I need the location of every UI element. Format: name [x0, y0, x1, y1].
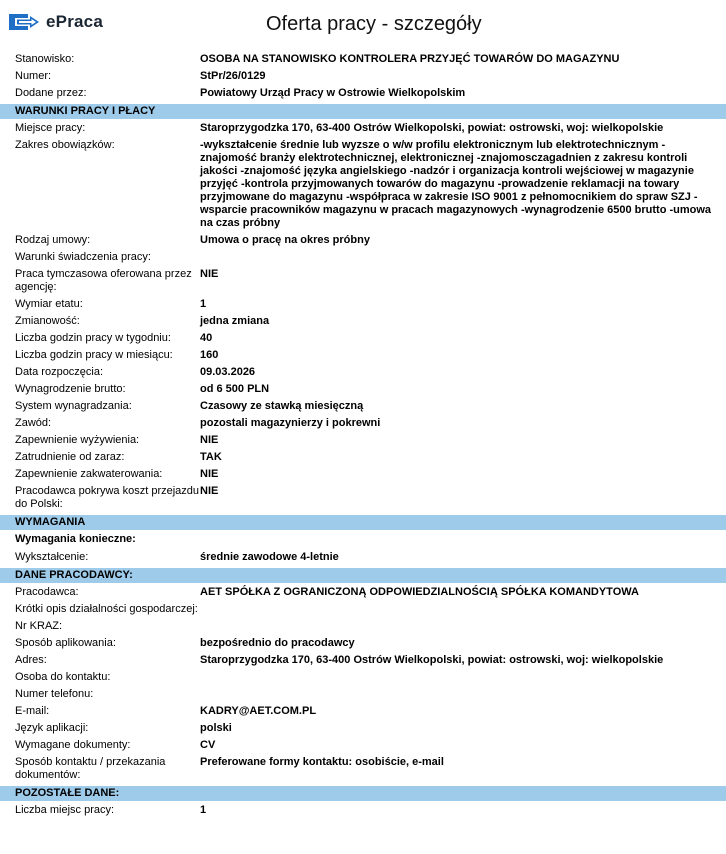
field-value: pozostali magazynierzy i pokrewni [200, 417, 381, 429]
detail-row [0, 484, 726, 514]
detail-row [0, 550, 726, 567]
detail-row [0, 331, 726, 348]
field-label: Liczba godzin pracy w tygodniu: [15, 332, 171, 344]
detail-row [0, 467, 726, 484]
detail-row [0, 619, 726, 636]
field-value: Czasowy ze stawką miesięczną [200, 400, 364, 412]
detail-row [0, 602, 726, 619]
field-label: Sposób kontaktu / przekazania dokumentów: [15, 756, 166, 781]
detail-row [0, 399, 726, 416]
field-label: Data rozpoczęcia: [15, 366, 104, 378]
field-value: NIE [200, 434, 219, 446]
field-value: NIE [200, 468, 219, 480]
field-label: Praca tymczasowa oferowana przez agencję: [15, 268, 192, 293]
field-value: -wykształcenie średnie lub wyzsze o w/w profilu elektronicznym lub elektrotechnicznym -znajomość branży elektrotechnicznej, elektronicznej -znajomosczagadnien z zakresu kontroli jakości -znajomość języka angielskiego -nadzór i organizacja kontroli wejściowej w magazynie przyjęć -kontrola przyjmowanych towarów do magazynu -prowadzenie reklamacji na towary przyjmowane do magazynu -współpraca w zakresie ISO 9001 z pełnomocnikiem do spraw SZJ -wsparcie pracowników magazynu w pracach magazynowych -wynagrodzenie 6500 brutto -umowa na czas próbny [200, 139, 712, 229]
detail-row [0, 365, 726, 382]
section-header: DANE PRACODAWCY: [0, 568, 726, 583]
detail-row [0, 69, 726, 86]
detail-row [0, 721, 726, 738]
section-header: WARUNKI PRACY I PŁACY [0, 104, 726, 119]
field-value: KADRY@AET.COM.PL [200, 705, 317, 717]
field-value: OSOBA NA STANOWISKO KONTROLERA PRZYJĘĆ TOWARÓW DO MAGAZYNU [200, 53, 620, 65]
detail-row [0, 52, 726, 69]
detail-row [0, 250, 726, 267]
field-value: 160 [200, 349, 219, 361]
detail-row [0, 348, 726, 365]
section-header: WYMAGANIA [0, 515, 726, 530]
field-value: 1 [200, 298, 207, 310]
field-label: E-mail: [15, 705, 50, 717]
field-label: Sposób aplikowania: [15, 637, 116, 649]
subsection-heading: Wymagania konieczne: [15, 533, 136, 545]
detail-row [0, 687, 726, 704]
header [0, 0, 726, 48]
detail-row [0, 653, 726, 670]
field-label: System wynagradzania: [15, 400, 132, 412]
field-value: 1 [200, 804, 207, 816]
field-value: Staroprzygodzka 170, 63-400 Ostrów Wielkopolski, powiat: ostrowski, woj: wielkopolskie [200, 654, 664, 666]
field-label: Dodane przez: [15, 87, 87, 99]
field-label: Liczba miejsc pracy: [15, 804, 115, 816]
detail-row [0, 433, 726, 450]
detail-row [0, 704, 726, 721]
field-label: Wymagane dokumenty: [15, 739, 131, 751]
field-value: StPr/26/0129 [200, 70, 266, 82]
field-label: Pracodawca: [15, 586, 79, 598]
field-value: CV [200, 739, 216, 751]
page-title: Oferta pracy - szczegóły [266, 13, 482, 35]
logo-text: ePraca [46, 12, 103, 31]
detail-row [0, 138, 726, 233]
field-label: Zapewnienie wyżywienia: [15, 434, 140, 446]
detail-row [0, 738, 726, 755]
detail-row [0, 121, 726, 138]
detail-row [0, 233, 726, 250]
field-label: Pracodawca pokrywa koszt przejazdu do Polski: [15, 485, 200, 510]
detail-row [0, 450, 726, 467]
field-label: Zatrudnienie od zaraz: [15, 451, 125, 463]
field-label: Numer telefonu: [15, 688, 94, 700]
field-value: 40 [200, 332, 213, 344]
detail-row [0, 86, 726, 103]
field-label: Rodzaj umowy: [15, 234, 91, 246]
field-label: Numer: [15, 70, 52, 82]
field-value: bezpośrednio do pracodawcy [200, 637, 355, 649]
detail-row [0, 416, 726, 433]
field-value: jedna zmiana [200, 315, 270, 327]
detail-row [0, 803, 726, 820]
field-value: Staroprzygodzka 170, 63-400 Ostrów Wielkopolski, powiat: ostrowski, woj: wielkopolskie [200, 122, 664, 134]
field-value: NIE [200, 268, 219, 280]
field-value: AET SPÓŁKA Z OGRANICZONĄ ODPOWIEDZIALNOŚCIĄ SPÓŁKA KOMANDYTOWA [200, 586, 639, 598]
field-value: TAK [200, 451, 222, 463]
field-label: Zawód: [15, 417, 52, 429]
field-label: Nr KRAZ: [15, 620, 63, 632]
field-value: 09.03.2026 [200, 366, 256, 378]
detail-row [0, 314, 726, 331]
detail-row [0, 670, 726, 687]
field-value: polski [200, 722, 232, 734]
epraca-logo-icon [8, 12, 42, 32]
field-label: Wykształcenie: [15, 551, 89, 563]
field-value: Preferowane formy kontaktu: osobiście, e-mail [200, 756, 444, 768]
field-value: NIE [200, 485, 219, 497]
field-label: Stanowisko: [15, 53, 75, 65]
field-value: Powiatowy Urząd Pracy w Ostrowie Wielkopolskim [200, 87, 466, 99]
detail-row [0, 297, 726, 314]
field-label: Krótki opis działalności gospodarczej: [15, 603, 198, 615]
field-label: Wymiar etatu: [15, 298, 83, 310]
field-value: Umowa o pracę na okres próbny [200, 234, 370, 246]
field-label: Zmianowość: [15, 315, 80, 327]
field-value: średnie zawodowe 4-letnie [200, 551, 339, 563]
offer-details [0, 52, 726, 820]
field-label: Miejsce pracy: [15, 122, 86, 134]
field-label: Warunki świadczenia pracy: [15, 251, 151, 263]
detail-row [0, 755, 726, 785]
detail-row [0, 585, 726, 602]
epraca-logo[interactable] [8, 12, 103, 32]
field-label: Liczba godzin pracy w miesiącu: [15, 349, 173, 361]
field-label: Wynagrodzenie brutto: [15, 383, 126, 395]
field-label: Zapewnienie zakwaterowania: [15, 468, 163, 480]
field-label: Zakres obowiązków: [15, 139, 115, 151]
field-label: Adres: [15, 654, 47, 666]
detail-row [0, 382, 726, 399]
field-label: Język aplikacji: [15, 722, 89, 734]
detail-row [0, 636, 726, 653]
field-label: Osoba do kontaktu: [15, 671, 111, 683]
detail-row [0, 267, 726, 297]
section-header: POZOSTAŁE DANE: [0, 786, 726, 801]
field-value: od 6 500 PLN [200, 383, 270, 395]
